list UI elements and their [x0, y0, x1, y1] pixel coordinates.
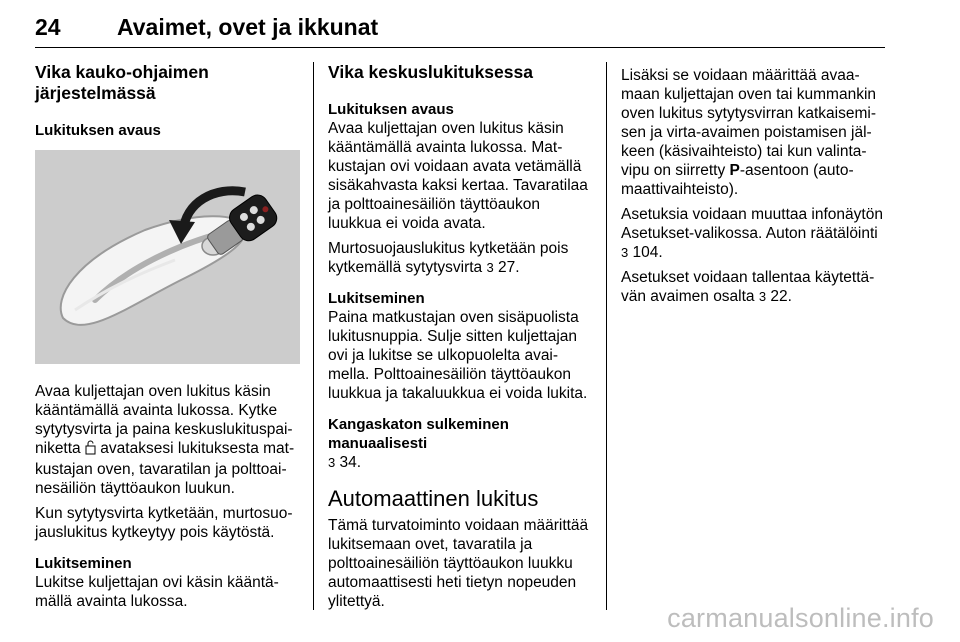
reference-page-104[interactable]: 104. — [632, 244, 663, 261]
subheading-locking: Lukitseminen — [35, 555, 132, 572]
reference-arrow-icon: 3 — [486, 260, 494, 275]
page-number: 24 — [35, 14, 61, 40]
reference-arrow-icon: 3 — [621, 245, 629, 260]
gear-position-p: P — [729, 162, 740, 179]
reference-arrow-icon: 3 — [758, 289, 767, 304]
paragraph-auto-unlock: Lisäksi se voidaan määrittää avaamaan kuljettajan oven tai kummankin oven lukitus sytytysvirran katkaisemisen ja virta-avaimen poistamisen jälkeen (käsivaihteisto) tai kun valintavipu on siirretty — [621, 67, 877, 179]
header-divider — [35, 47, 885, 48]
column-1 — [35, 62, 300, 617]
watermark: carmanualsonline.info — [667, 603, 934, 633]
section-heading-remote-fault: Vika kauko-ohjaimen järjestelmässä — [35, 62, 209, 103]
paragraph-antitheft: Murtosuojauslukitus kytketään pois kytkemällä sytytysvirta — [328, 240, 569, 276]
subheading-unlocking: Lukituksen avaus — [35, 122, 161, 139]
paragraph-lock-manual: Lukitse kuljettajan ovi käsin kääntämällä avainta lukossa. — [35, 574, 279, 610]
page-title: Avaimet, ovet ja ikkunat — [117, 14, 379, 40]
paragraph-unlock-manual-cont: avataksesi lukituksesta matkustajan oven, tavaratilan ja polttoainesäiliön täyttöaukon luukun. — [35, 440, 295, 497]
door-handle-key-illustration — [35, 150, 300, 364]
page-header — [35, 6, 885, 48]
column-2 — [328, 62, 593, 617]
paragraph-auto-lock: Tämä turvatoiminto voidaan määrittää lukitsemaan ovet, tavaratila ja polttoainesäiliön täyttöaukon luukku automaattisesti heti tietyn nopeuden ylitettyä. — [328, 517, 589, 610]
paragraph-save-settings: Asetukset voidaan tallentaa käytettävän avaimen osalta — [621, 269, 875, 305]
column-divider-2 — [606, 62, 607, 610]
lock-open-icon — [85, 440, 96, 460]
paragraph-ignition: Kun sytytysvirta kytketään, murtosuojauslukitus kytkeytyy pois käytöstä. — [35, 505, 293, 541]
door-handle-key-svg — [35, 150, 300, 364]
section-heading-automatic-locking: Automaattinen lukitus — [328, 486, 539, 511]
reference-arrow-icon: 3 — [328, 455, 336, 470]
subheading-locking-2: Lukitseminen — [328, 290, 425, 307]
paragraph-settings: Asetuksia voidaan muuttaa infonäytön Asetukset-valikossa. Auton räätälöinti — [621, 206, 883, 242]
subheading-soft-top: Kangaskaton sulkeminen manuaalisesti — [328, 416, 509, 452]
paragraph-unlock-manual: Avaa kuljettajan oven lukitus käsin kääntämällä avainta lukossa. Kytke sytytysvirta ja paina keskuslukituspainiketta — [35, 383, 293, 457]
column-3 — [621, 66, 886, 312]
subheading-unlocking-2: Lukituksen avaus — [328, 101, 454, 118]
reference-page-34[interactable]: 34. — [339, 454, 362, 471]
paragraph-auto-unlock-end: -asentoon (automaattivaihteisto). — [621, 162, 854, 198]
reference-page-22[interactable]: 22. — [770, 288, 792, 305]
column-divider-1 — [313, 62, 314, 610]
reference-page-27[interactable]: 27. — [498, 259, 520, 276]
paragraph-unlock-driver: Avaa kuljettajan oven lukitus käsin kääntämällä avainta lukossa. Matkustajan ovi voidaan avata vetämällä sisäkahvasta kaksi kertaa. Tavaratilaa ja polttoainesäiliön täyttöaukon luukkua ei voida avata. — [328, 120, 588, 232]
paragraph-lock-passenger: Paina matkustajan oven sisäpuolista lukitusnuppia. Sulje sitten kuljettajan ovi ja lukitse se ulkopuolelta avaimella. Polttoainesäiliön täyttöaukon luukkua ja takaluukkua ei voida lukita. — [328, 309, 588, 402]
section-heading-central-lock-fault: Vika keskuslukituksessa — [328, 62, 533, 82]
